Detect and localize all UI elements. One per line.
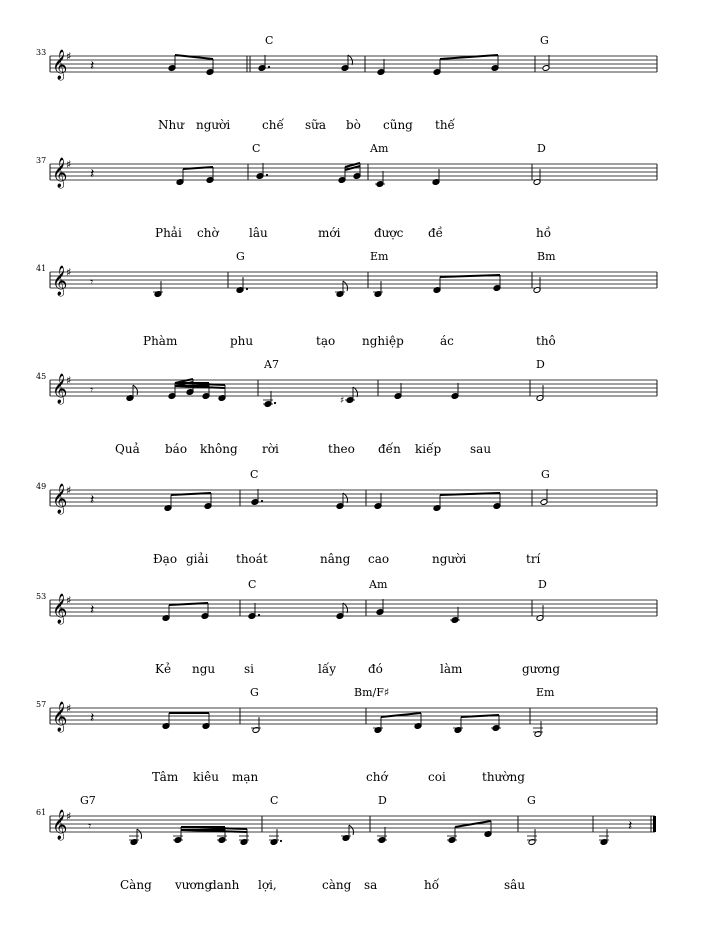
measure-number: 41 (36, 264, 47, 273)
key-signature-sharp-icon: ♯ (66, 50, 72, 63)
key-signature-sharp-icon: ♯ (66, 266, 72, 279)
staff-system (36, 794, 656, 892)
lyric-syllable: theo (328, 442, 355, 456)
staff-system (36, 34, 657, 132)
dot (266, 174, 268, 176)
measure-number: 57 (36, 700, 47, 709)
treble-clef-icon: 𝄞 (52, 158, 68, 188)
measure-number: 37 (36, 156, 47, 165)
key-signature-sharp-icon: ♯ (66, 158, 72, 171)
treble-clef-icon: 𝄞 (52, 810, 68, 840)
key-signature-sharp-icon: ♯ (66, 484, 72, 497)
chord-symbol: D (538, 578, 547, 591)
lyric-syllable: lấy (318, 662, 336, 676)
lyric-syllable: không (200, 442, 238, 456)
treble-clef-icon: 𝄞 (52, 50, 68, 80)
chord-symbol: Bm/F♯ (354, 686, 390, 699)
lyric-syllable: thường (482, 770, 525, 784)
chord-symbol: D (537, 142, 546, 155)
eighth-rest-icon: 𝄾 (90, 383, 94, 397)
treble-clef-icon: 𝄞 (52, 702, 68, 732)
chord-symbol: G (527, 794, 536, 807)
chord-symbol: G (250, 686, 259, 699)
lyric-syllable: Đạo (153, 552, 178, 566)
lyric-syllable: thế (435, 118, 455, 132)
lyric-syllable: người (196, 118, 231, 132)
staff-system (36, 358, 657, 456)
chord-symbol: C (248, 578, 257, 591)
chord-symbol: C (270, 794, 279, 807)
lyric-syllable: chớ (366, 770, 388, 784)
lyric-syllable: Phải (155, 226, 182, 240)
lyric-syllable: đề (428, 226, 444, 240)
treble-clef-icon: 𝄞 (52, 484, 68, 514)
lyric-syllable: nghiệp (362, 334, 404, 348)
chord-symbol: C (250, 468, 259, 481)
lyric-syllable: chế (262, 118, 284, 132)
dot (258, 614, 260, 616)
chord-symbol: G7 (80, 794, 96, 807)
measure-number: 49 (36, 482, 47, 491)
measure-number: 53 (36, 592, 47, 601)
lyric-syllable: thoát (236, 552, 268, 566)
chord-symbol: Bm (537, 250, 556, 263)
chord-symbol: Em (536, 686, 555, 699)
note-flag (349, 825, 354, 835)
lyric-syllable: sau (470, 442, 492, 456)
lyric-syllable: gương (522, 662, 561, 676)
lyric-syllable: hố (424, 878, 440, 892)
eighth-rest-icon: 𝄾 (90, 275, 94, 289)
lyric-syllable: người (432, 552, 467, 566)
beam (171, 493, 211, 495)
lyric-syllable: Như (158, 118, 184, 132)
final-barline-thick (653, 816, 656, 832)
lyric-syllable: sữa (305, 118, 327, 132)
lyric-syllable: nâng (320, 552, 351, 566)
chord-symbol: C (252, 142, 261, 155)
note-flag (137, 829, 142, 839)
lyric-syllable: trí (526, 552, 541, 566)
lyric-syllable: cũng (383, 118, 413, 132)
quarter-rest-icon: 𝄽 (90, 492, 95, 508)
lyric-syllable: đó (368, 662, 383, 676)
lyric-syllable: Tâm (152, 770, 179, 784)
measure-number: 33 (36, 48, 47, 57)
measure-number: 61 (36, 808, 47, 817)
staff-system (36, 686, 657, 784)
lyric-syllable: cao (368, 552, 390, 566)
lyric-syllable: Càng (120, 878, 152, 892)
lyric-syllable: Phàm (143, 334, 178, 348)
lyric-syllable: bò (346, 118, 361, 132)
sharp-accidental-icon: ♯ (340, 396, 345, 406)
dot (268, 66, 270, 68)
key-signature-sharp-icon: ♯ (66, 374, 72, 387)
quarter-rest-icon: 𝄽 (628, 818, 633, 834)
lyric-syllable: si (244, 662, 254, 676)
lyric-syllable: danh (209, 878, 240, 892)
lyric-syllable: tạo (316, 334, 336, 348)
dot (274, 402, 276, 404)
staff-system (36, 142, 657, 240)
measure-number: 45 (36, 372, 47, 381)
chord-symbol: G (236, 250, 245, 263)
dot (261, 500, 263, 502)
staff-system (36, 250, 657, 348)
chord-symbol: D (378, 794, 387, 807)
lyric-syllable: càng (322, 878, 352, 892)
lyric-syllable: làm (440, 662, 463, 676)
chord-symbol: D (536, 358, 545, 371)
lyric-syllable: ác (440, 334, 454, 348)
beam (440, 493, 500, 495)
lyric-syllable: báo (165, 442, 188, 456)
lyric-syllable: đến (378, 442, 401, 456)
treble-clef-icon: 𝄞 (52, 266, 68, 296)
beam (461, 715, 499, 717)
lyric-syllable: lợi, (258, 878, 277, 892)
beam (181, 827, 247, 829)
quarter-rest-icon: 𝄽 (90, 166, 95, 182)
chord-symbol: C (265, 34, 274, 47)
lyric-syllable: vương (175, 878, 213, 892)
quarter-rest-icon: 𝄽 (90, 602, 95, 618)
lyric-syllable: coi (428, 770, 446, 784)
lyric-syllable: mới (318, 226, 341, 240)
treble-clef-icon: 𝄞 (52, 374, 68, 404)
lyric-syllable: Kẻ (155, 662, 172, 676)
lyric-syllable: sa (364, 878, 378, 892)
dot (246, 288, 248, 290)
treble-clef-icon: 𝄞 (52, 594, 68, 624)
staff-system (36, 578, 657, 676)
beam (183, 167, 213, 169)
key-signature-sharp-icon: ♯ (66, 594, 72, 607)
lyric-syllable: chờ (197, 226, 219, 240)
quarter-rest-icon: 𝄽 (90, 58, 95, 74)
key-signature-sharp-icon: ♯ (66, 702, 72, 715)
chord-symbol: A7 (264, 358, 279, 371)
lyric-syllable: hồ (536, 226, 552, 240)
key-signature-sharp-icon: ♯ (66, 810, 72, 823)
chord-symbol: G (541, 468, 550, 481)
lyric-syllable: phu (230, 334, 254, 348)
lyric-syllable: kiếp (415, 442, 442, 456)
staff-system (36, 468, 657, 566)
note-flag (343, 281, 348, 291)
lyric-syllable: Quả (115, 442, 140, 456)
lyric-syllable: được (374, 226, 404, 240)
dot (280, 840, 282, 842)
chord-symbol: G (540, 34, 549, 47)
chord-symbol: Am (369, 578, 388, 591)
chord-symbol: Am (370, 142, 389, 155)
lyric-syllable: kiêu (193, 770, 219, 784)
beam (381, 713, 421, 717)
lyric-syllable: ngu (192, 662, 216, 676)
lyric-syllable: thô (536, 334, 556, 348)
lyric-syllable: sâu (504, 878, 526, 892)
chord-symbol: Em (370, 250, 389, 263)
note-flag (133, 385, 138, 395)
lyric-syllable: mạn (232, 770, 259, 784)
beam (440, 275, 500, 277)
beam (169, 603, 208, 605)
quarter-rest-icon: 𝄽 (90, 710, 95, 726)
lyric-syllable: rời (262, 442, 279, 456)
lyric-syllable: lâu (249, 226, 268, 240)
eighth-rest-icon: 𝄾 (88, 819, 92, 833)
lyric-syllable: giải (186, 552, 209, 566)
